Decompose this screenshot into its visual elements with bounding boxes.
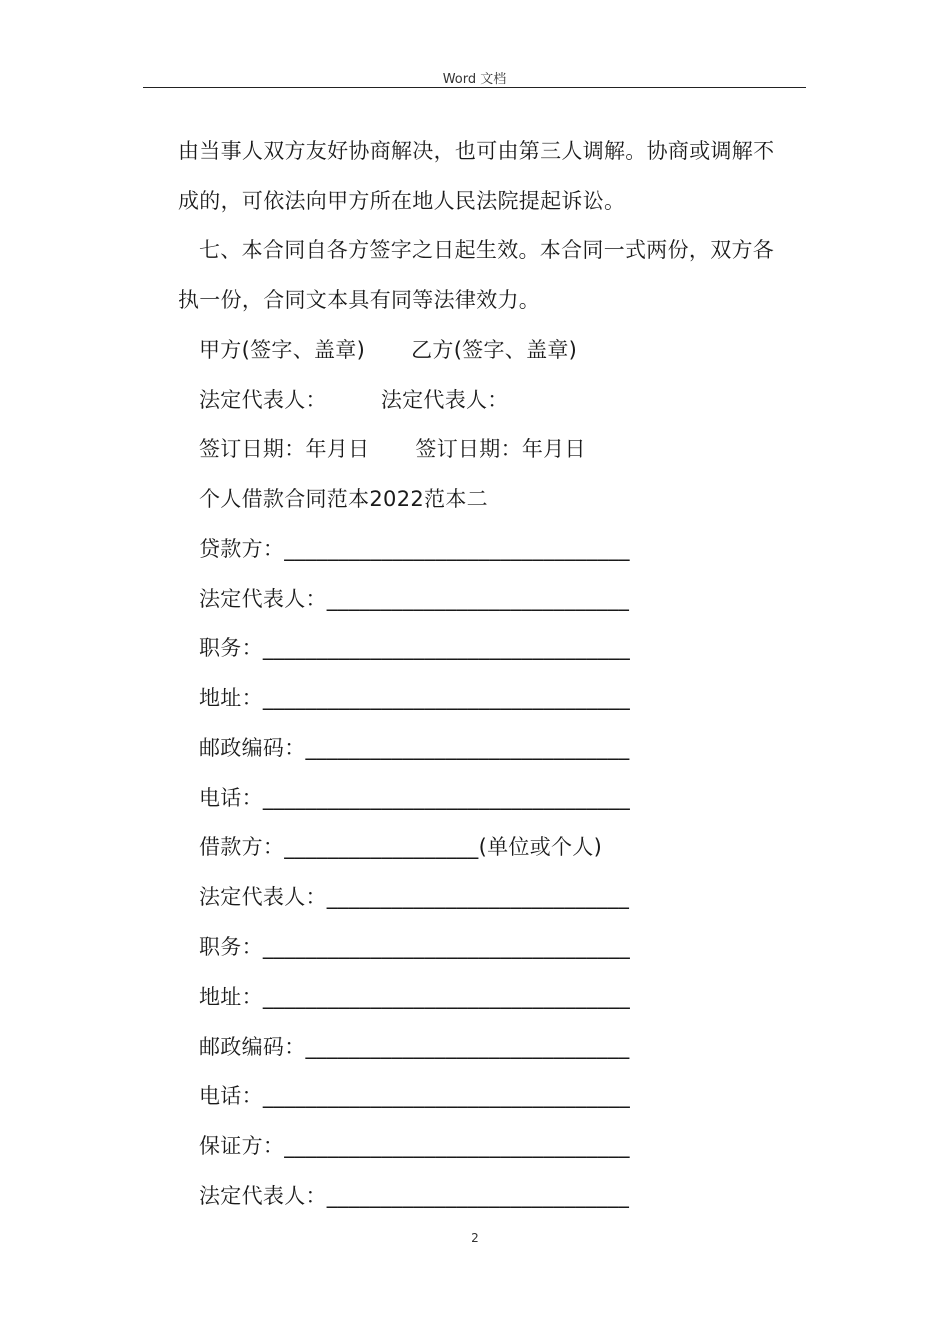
form-field-line: 法定代表人：____________________________ bbox=[199, 885, 630, 909]
body-text-line: 执一份，合同文本具有同等法律效力。 bbox=[178, 288, 541, 312]
form-field-line: 法定代表人：____________________________ bbox=[199, 1184, 630, 1208]
signature-date-row bbox=[199, 437, 586, 461]
form-field-line: 职务：__________________________________ bbox=[199, 935, 631, 959]
form-field-line: 电话：__________________________________ bbox=[199, 1084, 631, 1108]
body-text-line: 成的，可依法向甲方所在地人民法院提起诉讼。 bbox=[178, 189, 626, 213]
page-header: Word 文档 bbox=[442, 72, 507, 87]
form-field-line: 电话：__________________________________ bbox=[199, 786, 631, 810]
form-field-line: 地址：__________________________________ bbox=[199, 985, 631, 1009]
form-field-line: 保证方：________________________________ bbox=[199, 1134, 630, 1158]
page-number: 2 bbox=[471, 1231, 479, 1245]
form-field-line: 地址：__________________________________ bbox=[199, 686, 631, 710]
form-field-line: 贷款方：________________________________ bbox=[199, 537, 630, 561]
section-title: 个人借款合同范本2022范本二 bbox=[199, 487, 488, 511]
header-rule bbox=[143, 87, 806, 88]
form-field-line: 邮政编码：______________________________ bbox=[199, 1035, 630, 1059]
date-b-label: 签订日期：年月日 bbox=[415, 437, 586, 461]
party-a-label: 甲方(签字、盖章) bbox=[199, 338, 366, 362]
rep-b-label: 法定代表人： bbox=[380, 388, 509, 412]
date-a-label: 签订日期：年月日 bbox=[199, 437, 370, 461]
party-b-label: 乙方(签字、盖章) bbox=[411, 338, 578, 362]
form-field-line: 借款方：__________________(单位或个人) bbox=[199, 835, 603, 859]
form-field-line: 法定代表人：____________________________ bbox=[199, 587, 630, 611]
body-text-line: 七、本合同自各方签字之日起生效。本合同一式两份，双方各 bbox=[199, 238, 775, 262]
form-field-line: 职务：__________________________________ bbox=[199, 636, 631, 660]
body-text-line: 由当事人双方友好协商解决，也可由第三人调解。协商或调解不 bbox=[178, 139, 775, 163]
signature-rep-row bbox=[199, 388, 509, 412]
signature-party-row bbox=[199, 338, 577, 362]
rep-a-label: 法定代表人： bbox=[199, 388, 327, 412]
form-field-line: 邮政编码：______________________________ bbox=[199, 736, 630, 760]
